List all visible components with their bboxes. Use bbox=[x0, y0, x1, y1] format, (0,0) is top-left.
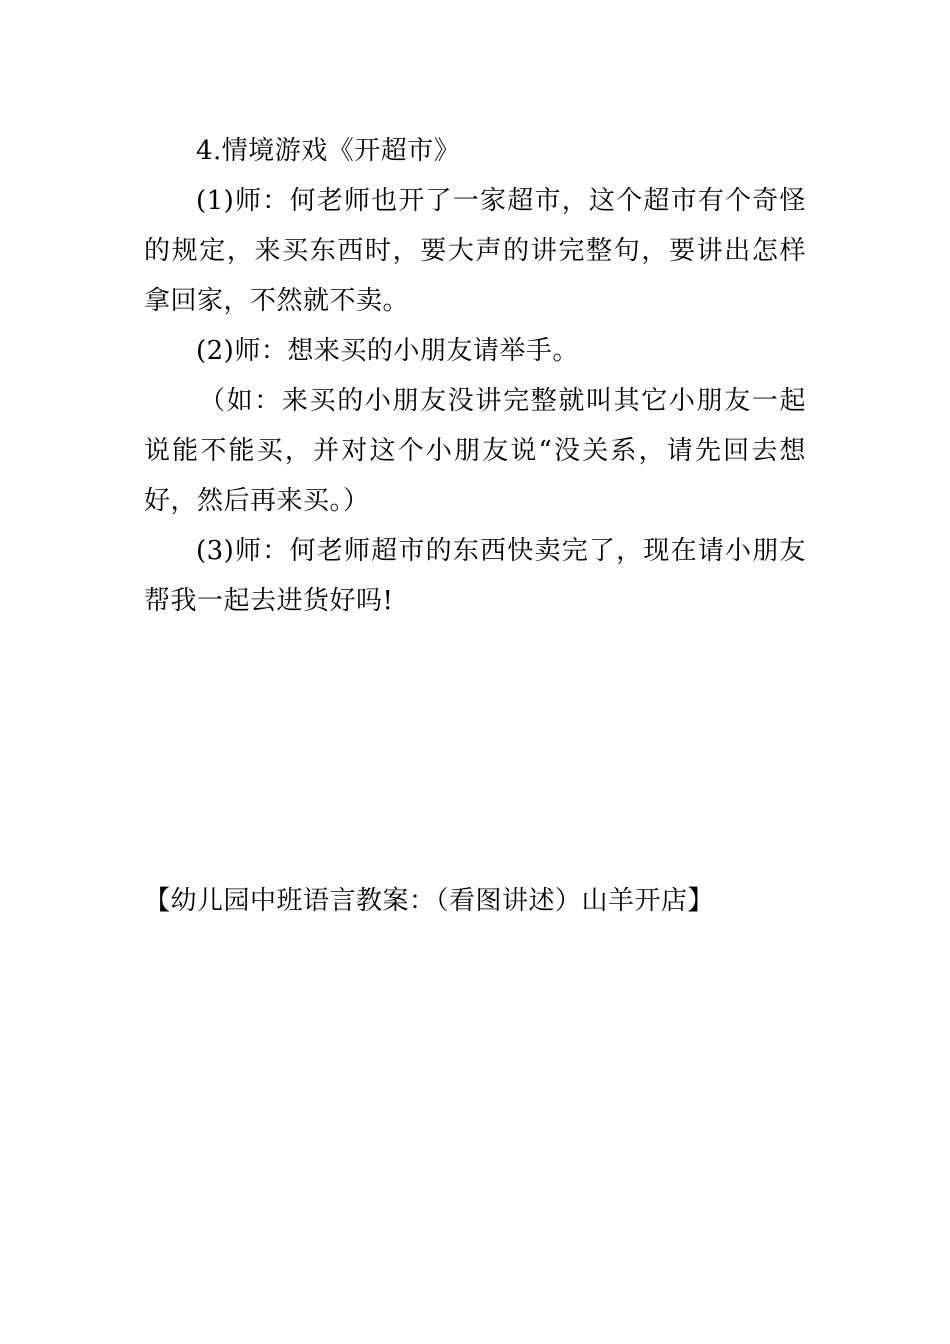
section-heading: 4.情境游戏《开超市》 bbox=[196, 136, 461, 166]
related-article-title: 【幼儿园中班语言教案：（看图讲述）山羊开店】 bbox=[144, 886, 715, 916]
paragraph-example-note: （如：来买的小朋友没讲完整就叫其它小朋友一起说能不能买，并对这个小朋友说“没关系，请先回去想好，然后再来买。） bbox=[144, 386, 806, 516]
paragraph-step-1: (1)师：何老师也开了一家超市，这个超市有个奇怪的规定，来买东西时，要大声的讲完整句，要讲出怎样拿回家，不然就不卖。 bbox=[144, 186, 806, 316]
paragraph-step-2: (2)师：想来买的小朋友请举手。 bbox=[196, 336, 579, 366]
paragraph-step-3: (3)师：何老师超市的东西快卖完了，现在请小朋友帮我一起去进货好吗! bbox=[144, 536, 806, 616]
document-body bbox=[144, 126, 806, 626]
